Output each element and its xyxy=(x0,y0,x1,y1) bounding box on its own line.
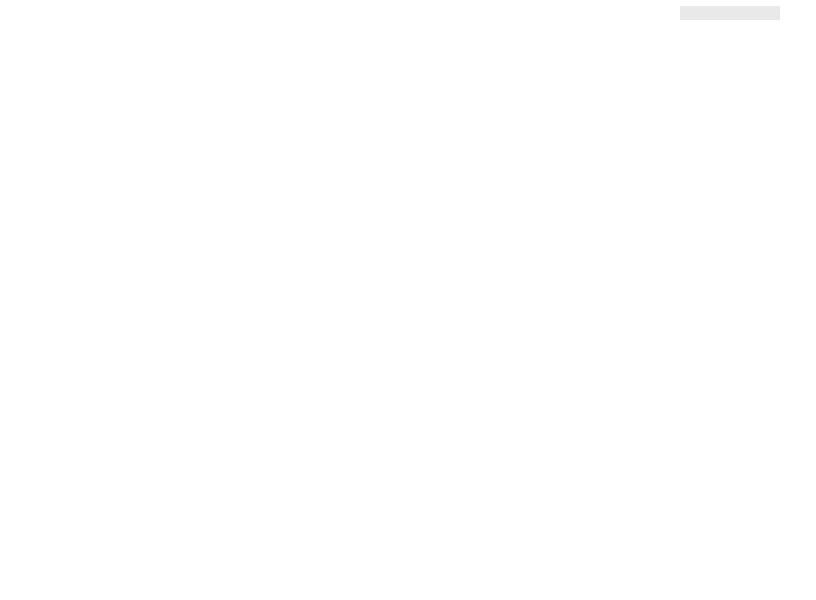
print-date xyxy=(680,6,780,20)
